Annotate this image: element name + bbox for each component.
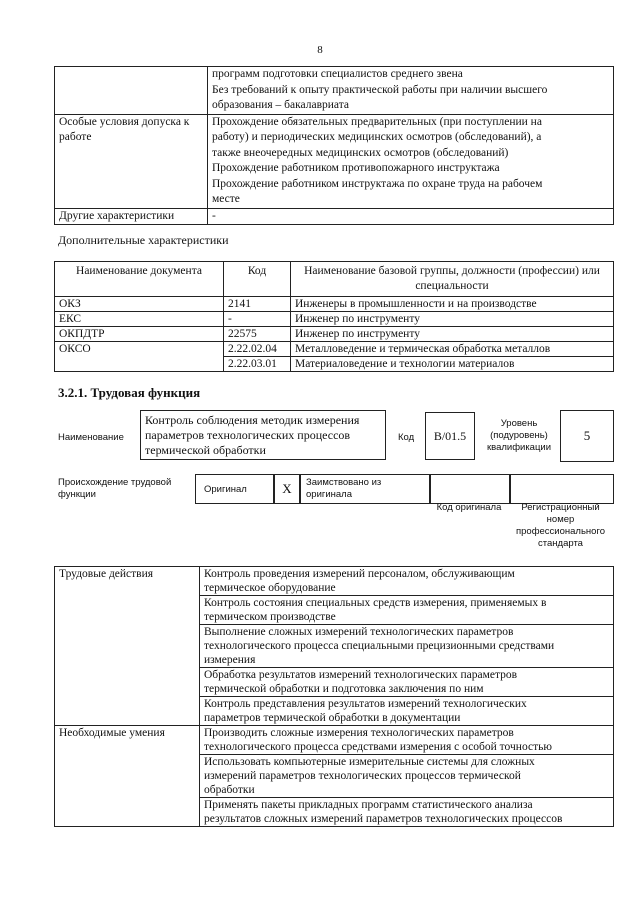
row-content	[208, 114, 614, 208]
text-line: термической обработки	[145, 443, 266, 457]
text-line: технологического процесса специальными прецизионными средствами	[204, 640, 555, 652]
text-line: Применять пакеты прикладных программ статистического анализа	[204, 799, 533, 811]
table-cell: Инженер по инструменту	[291, 312, 614, 327]
text-line: измерений параметров технологических процессов термической	[204, 770, 521, 782]
table-cell: ОКЗ	[55, 297, 224, 312]
table-row	[55, 312, 614, 327]
text-line: измерения	[204, 654, 256, 666]
table-row	[55, 208, 614, 225]
original-mark: X	[273, 474, 301, 504]
group-label: Необходимые умения	[55, 726, 200, 827]
table-cell: -	[224, 312, 291, 327]
text-line: стандарта	[538, 538, 583, 549]
text-line: работу) и периодических медицинских осмотров (обследований), а	[212, 131, 542, 143]
list-item	[200, 567, 614, 596]
text-line: Уровень	[500, 418, 538, 429]
text-line: функции	[58, 489, 96, 500]
table-cell: 22575	[224, 327, 291, 342]
table-cell: ОКПДТР	[55, 327, 224, 342]
table-row	[55, 67, 614, 115]
original-cell	[195, 474, 275, 504]
table-cell: Инженер по инструменту	[291, 327, 614, 342]
additional-heading: Дополнительные характеристики	[58, 233, 229, 247]
text-line: Регистрационный	[521, 502, 600, 513]
text-line: термическое оборудование	[204, 582, 336, 594]
text-line: термической обработки и подготовка заключения по ним	[204, 683, 484, 695]
text-line: Производить сложные измерения технологических параметров	[204, 727, 514, 739]
text-line: Обработка результатов измерений технологических параметров	[204, 669, 518, 681]
text-line: параметров термической обработки в документации	[204, 712, 461, 724]
column-header: Наименование базовой группы, должности (профессии) или специальности	[291, 262, 614, 297]
text-line: параметров технологических процессов	[145, 428, 351, 442]
original-label: Оригинал	[204, 484, 247, 495]
original-code-label: Код оригинала	[436, 502, 502, 513]
list-item	[200, 697, 614, 726]
section-heading: 3.2.1. Трудовая функция	[58, 385, 201, 400]
row-label: Особые условия допуска к работе	[55, 114, 208, 208]
level-label	[484, 418, 554, 454]
code-label: Код	[398, 432, 415, 443]
text-line: программ подготовки специалистов среднего звена	[212, 68, 463, 80]
text-line: оригинала	[306, 489, 353, 500]
table-cell: 2.22.03.01	[224, 357, 291, 372]
list-item	[200, 726, 614, 755]
page-number: 8	[317, 44, 323, 56]
function-name-box	[140, 410, 386, 460]
text-line: технологического процесса средствами измерения с особой точностью	[204, 741, 552, 753]
text-line: Использовать компьютерные измерительные системы для сложных	[204, 756, 535, 768]
reg-number-label	[509, 502, 612, 550]
text-line: Заимствовано из	[306, 477, 382, 488]
table-row	[55, 567, 614, 596]
table-cell: Металловедение и термическая обработка металлов	[291, 342, 614, 357]
text-line: результатов сложных измерений параметров технологических процессов	[204, 813, 563, 825]
table-row	[55, 342, 614, 357]
table-header-row	[55, 262, 614, 297]
row-content	[208, 208, 614, 225]
text-line: Выполнение сложных измерений технологических параметров	[204, 626, 514, 638]
text-line: также внеочередных медицинских осмотров (обследований)	[212, 146, 509, 159]
text-line: Без требований к опыту практической работы при наличии высшего	[212, 83, 548, 96]
text-line: Контроль представления результатов измерений технологических	[204, 698, 527, 710]
table-cell: ОКСО	[55, 342, 224, 372]
labor-table	[54, 566, 614, 827]
text-line: термическом производстве	[204, 611, 336, 623]
list-item	[200, 798, 614, 827]
table-cell: Материаловедение и технологии материалов	[291, 357, 614, 372]
list-item	[200, 596, 614, 625]
list-item	[200, 625, 614, 668]
text-line: обработки	[204, 784, 255, 796]
table-cell: Инженеры в промышленности и на производстве	[291, 297, 614, 312]
table-row	[55, 297, 614, 312]
requirements-table	[54, 66, 614, 225]
text-line: номер	[546, 514, 575, 525]
table-cell: 2141	[224, 297, 291, 312]
text-line: месте	[212, 193, 240, 205]
row-label	[55, 67, 208, 115]
text-line: Контроль проведения измерений персоналом, обслуживающим	[204, 568, 515, 580]
text-line: образования – бакалавриата	[212, 99, 349, 111]
borrowed-label	[306, 477, 381, 501]
row-content	[208, 67, 614, 115]
text-line: Происхождение трудовой	[58, 477, 172, 488]
list-item	[200, 755, 614, 798]
origin-label	[58, 477, 171, 501]
text-line: Прохождение работником инструктажа по охране труда на рабочем	[212, 177, 543, 190]
table-row	[55, 327, 614, 342]
text-line: (подуровень)	[490, 430, 548, 441]
text-line: -	[212, 209, 216, 222]
additional-table	[54, 261, 614, 372]
list-item	[200, 668, 614, 697]
borrowed-cell	[299, 474, 431, 504]
group-label: Трудовые действия	[55, 567, 200, 726]
column-header: Наименование документа	[55, 262, 224, 297]
text-line: профессионального	[516, 526, 605, 537]
original-code-cell	[429, 474, 511, 504]
name-label: Наименование	[58, 432, 124, 443]
text-line: Прохождение обязательных предварительных (при поступлении на	[212, 115, 542, 128]
text-line: квалификации	[486, 442, 552, 453]
table-cell: 2.22.02.04	[224, 342, 291, 357]
row-label: Другие характеристики	[55, 208, 208, 225]
table-cell: ЕКС	[55, 312, 224, 327]
function-code: B/01.5	[425, 412, 475, 460]
column-header: Код	[224, 262, 291, 297]
level-value: 5	[560, 410, 614, 462]
reg-number-cell	[509, 474, 614, 504]
text-line: Контроль состояния специальных средств измерения, применяемых в	[204, 597, 547, 609]
table-row	[55, 726, 614, 755]
text-line: Контроль соблюдения методик измерения	[145, 413, 360, 427]
table-row	[55, 114, 614, 208]
text-line: Прохождение работником противопожарного инструктажа	[212, 162, 500, 174]
